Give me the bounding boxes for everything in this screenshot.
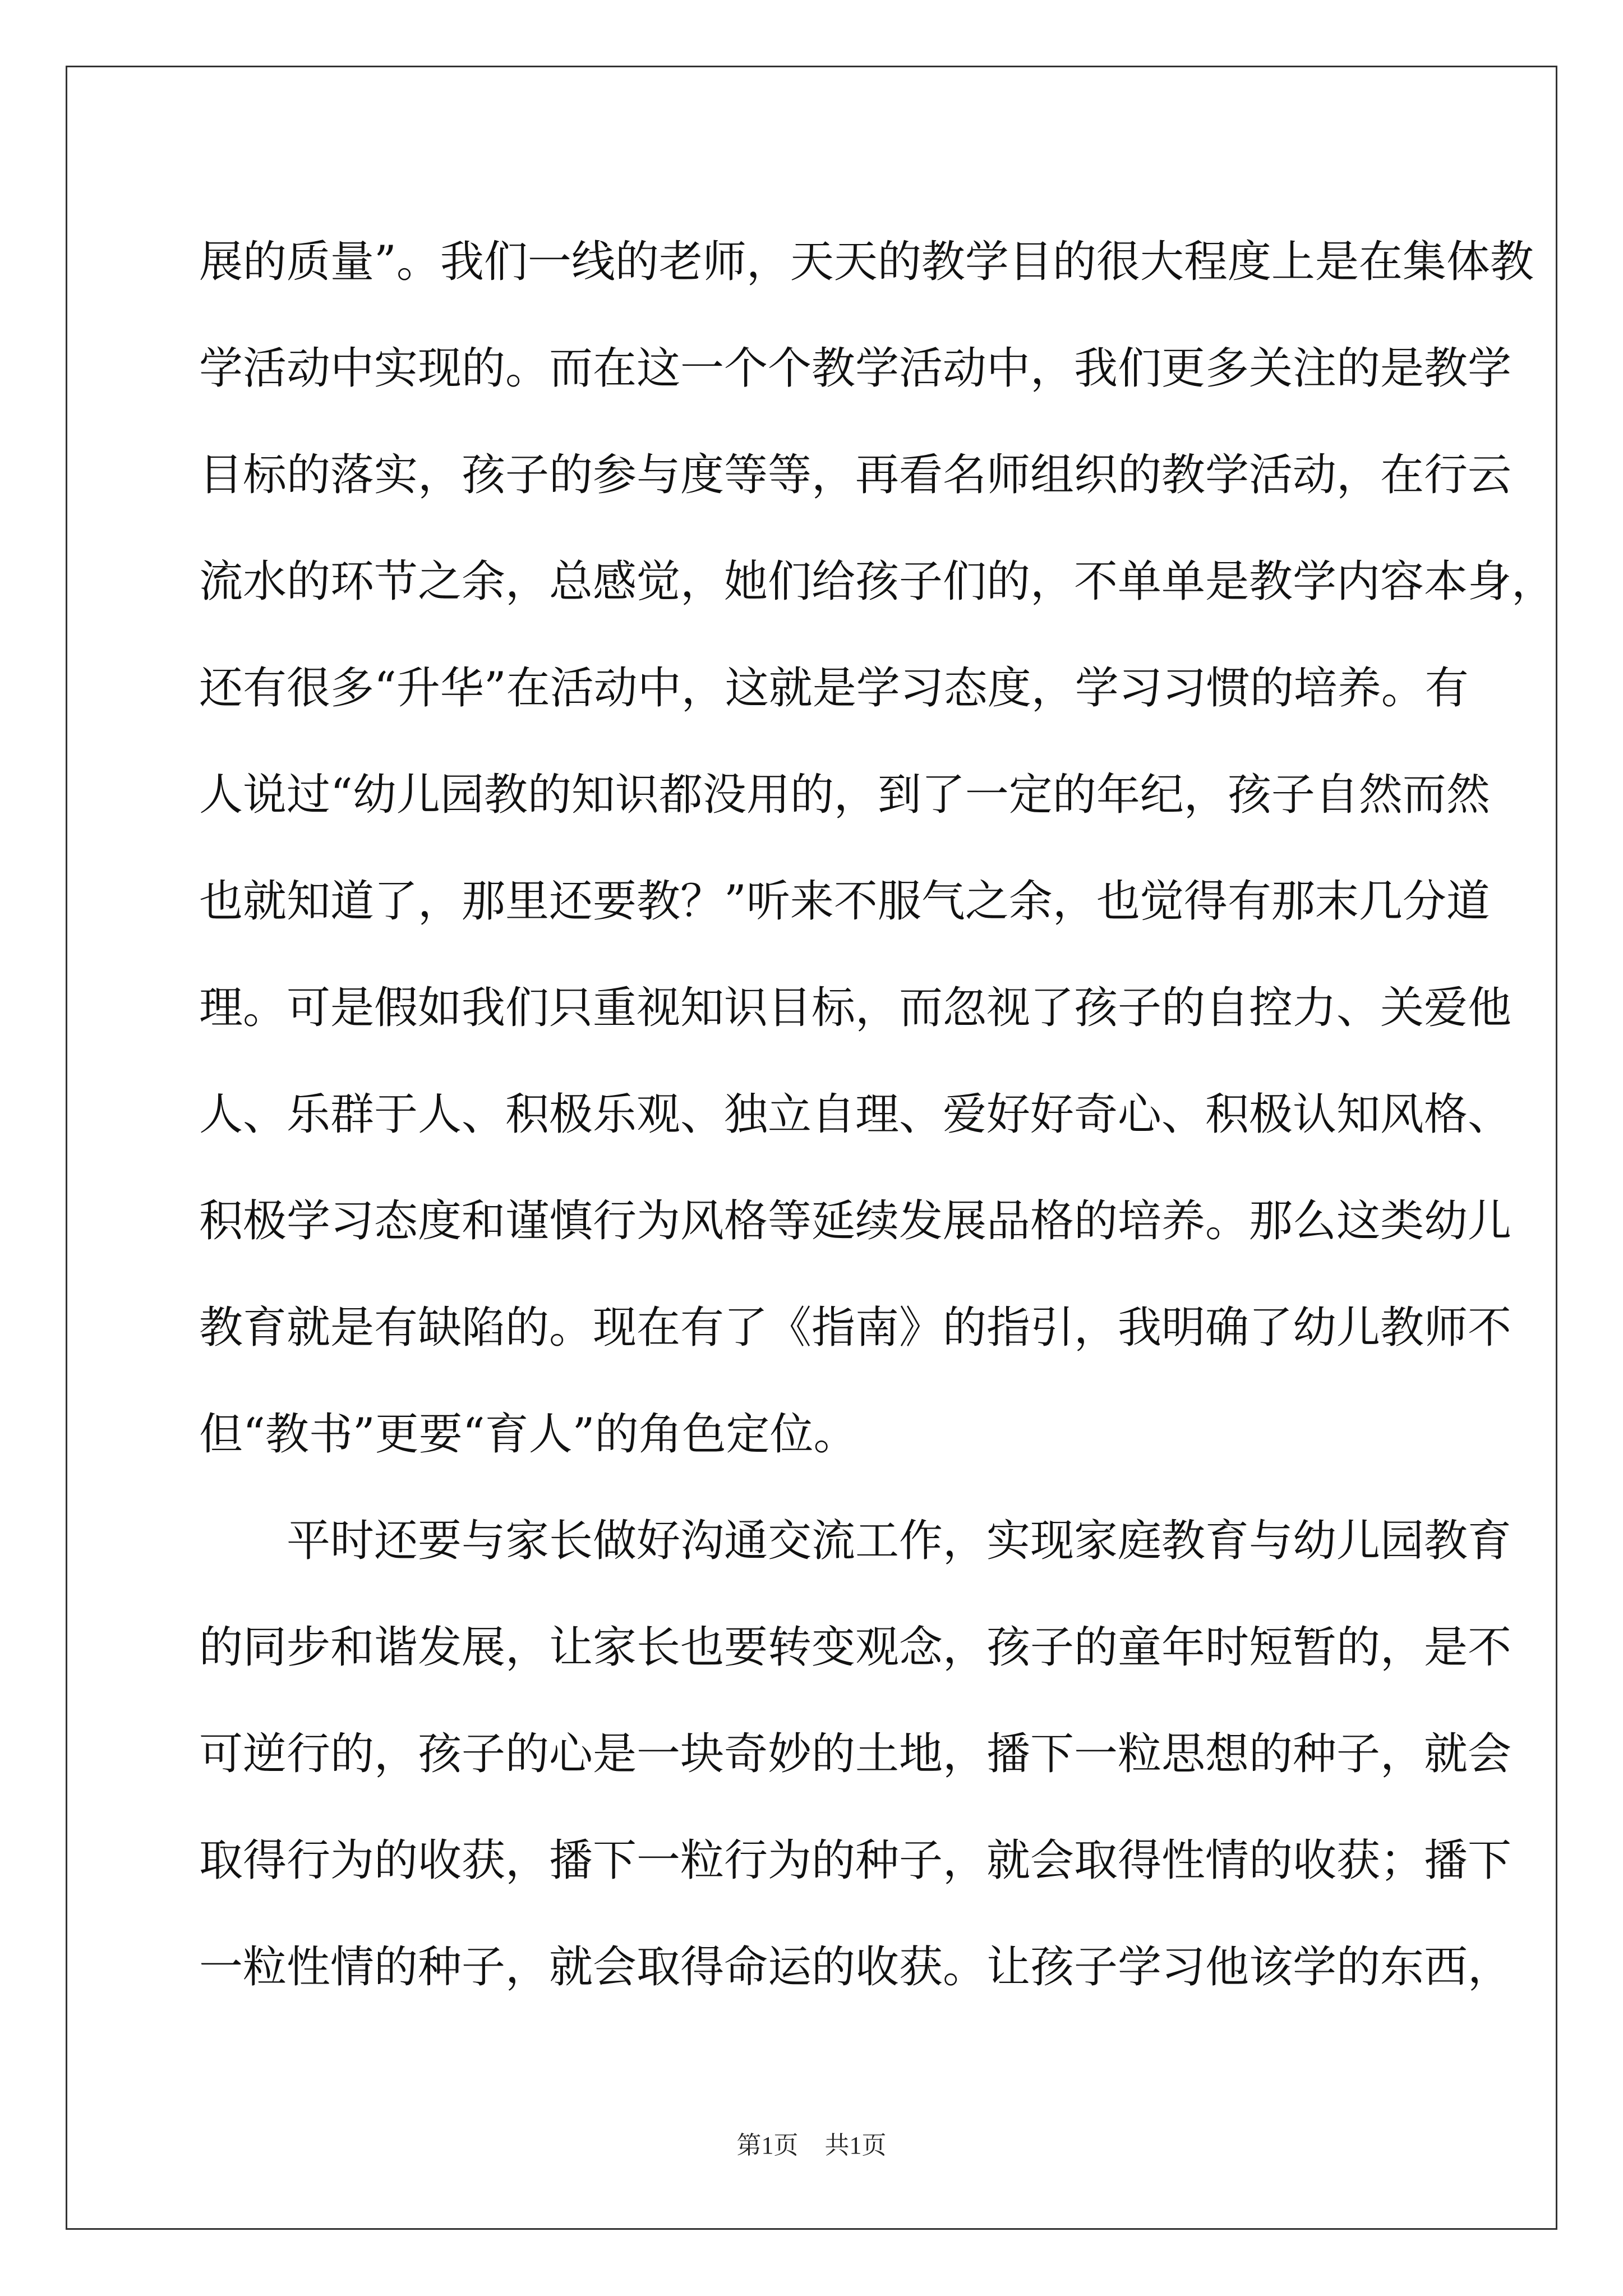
page-number: 第1页 [736, 2132, 799, 2159]
total-pages: 共1页 [824, 2132, 887, 2159]
paragraph-1-line-7: 也就知道了，那里还要教？”听来不服气之余，也觉得有那末几分道 [199, 876, 1490, 927]
paragraph-1-line-6: 人说过“幼儿园教的知识都没用的，到了一定的年纪，孩子自然而然 [199, 770, 1490, 820]
paragraph-1-line-4: 流水的环节之余，总感觉，她们给孩子们的，不单单是教学内容本身， [199, 556, 1556, 607]
paragraph-2-line-2: 的同步和谐发展，让家长也要转变观念，孩子的童年时短暂的，是不 [199, 1622, 1512, 1673]
paragraph-1-line-12: 但“教书”更要“育人”的角色定位。 [199, 1409, 857, 1460]
paragraph-1-line-5: 还有很多“升华”在活动中，这就是学习态度，学习习惯的培养。有 [199, 663, 1469, 714]
paragraph-1-line-3: 目标的落实，孩子的参与度等等，再看名师组织的教学活动，在行云 [199, 450, 1512, 500]
paragraph-1-line-11: 教育就是有缺陷的。现在有了《指南》的指引，我明确了幼儿教师不 [199, 1303, 1512, 1353]
paragraph-1-line-10: 积极学习态度和谨慎行为风格等延续发展品格的培养。那么这类幼儿 [199, 1196, 1512, 1246]
paragraph-2-line-5: 一粒性情的种子，就会取得命运的收获。让孩子学习他该学的东西， [199, 1942, 1512, 1993]
paragraph-2-line-1: 平时还要与家长做好沟通交流工作，实现家庭教育与幼儿园教育 [287, 1516, 1512, 1566]
paragraph-2-line-4: 取得行为的收获，播下一粒行为的种子，就会取得性情的收获；播下 [199, 1835, 1512, 1886]
paragraph-1-line-9: 人、乐群于人、积极乐观、独立自理、爱好好奇心、积极认知风格、 [199, 1089, 1512, 1140]
paragraph-1-line-8: 理。可是假如我们只重视知识目标，而忽视了孩子的自控力、关爱他 [199, 983, 1512, 1033]
paragraph-2-line-3: 可逆行的，孩子的心是一块奇妙的土地，播下一粒思想的种子，就会 [199, 1729, 1512, 1779]
page-footer [0, 2125, 1623, 2161]
paragraph-1-line-1: 展的质量”。我们一线的老师，天天的教学目的很大程度上是在集体教 [199, 237, 1534, 287]
paragraph-1-line-2: 学活动中实现的。而在这一个个教学活动中，我们更多关注的是教学 [199, 343, 1512, 394]
document-body [199, 209, 1556, 2021]
